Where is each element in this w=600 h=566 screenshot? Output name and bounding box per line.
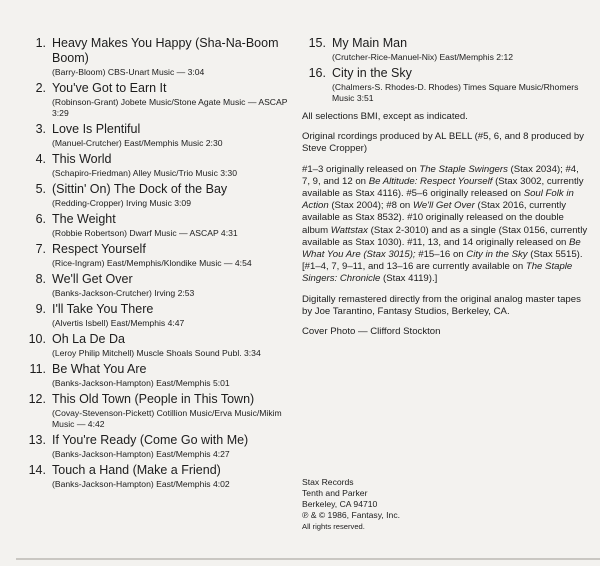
- track-title: I'll Take You There: [52, 302, 154, 316]
- track-item: [302, 36, 588, 63]
- track-body: [52, 81, 290, 119]
- track-body: [52, 302, 290, 329]
- track-title: My Main Man: [332, 36, 408, 50]
- track-credit: (Robinson-Grant) Jobete Music/Stone Agate Music — ASCAP 3:29: [52, 97, 288, 118]
- track-credit: (Redding-Cropper) Irving Music 3:09: [52, 198, 191, 208]
- track-body: [52, 182, 290, 209]
- track-item: [22, 81, 290, 119]
- track-body: [52, 433, 290, 460]
- release-text: (Stax 2034); #4, 7, 9, and 12 on: [302, 163, 579, 187]
- track-title: If You're Ready (Come Go with Me): [52, 433, 249, 447]
- producer-note: Original rcordings produced by AL BELL (#5, 6, and 8 produced by Steve Cropper): [302, 131, 584, 155]
- track-item: [22, 36, 290, 78]
- track-title: Oh La De Da: [52, 332, 125, 346]
- track-credit: (Barry-Bloom) CBS-Unart Music — 3:04: [52, 67, 205, 77]
- track-title: (Sittin' On) The Dock of the Bay: [52, 182, 228, 196]
- track-item: [22, 272, 290, 299]
- track-credit: (Crutcher-Rice-Manuel-Nix) East/Memphis 2:12: [332, 52, 513, 62]
- track-number: 10.: [28, 332, 46, 346]
- remaster-note: Digitally remastered directly from the original analog master tapes by Joe Tarantino, Fantasy Studios, Berkeley, CA.: [302, 293, 581, 317]
- track-item: [22, 212, 290, 239]
- track-title: You've Got to Earn It: [52, 81, 167, 95]
- copyright: ℗ & © 1986, Fantasy, Inc.: [302, 510, 401, 520]
- release-text: (Stax 5515). [#1–4, 7, 9–11, and 13–16 are currently available on: [302, 249, 583, 273]
- track-item: [22, 332, 290, 359]
- track-list-right: [302, 36, 588, 104]
- track-item: [22, 152, 290, 179]
- track-item: [22, 242, 290, 269]
- track-title: Respect Yourself: [52, 242, 146, 256]
- release-text: #1–3 originally released on: [302, 163, 420, 175]
- track-number: 4.: [35, 152, 46, 166]
- track-title: Heavy Makes You Happy (Sha-Na-Boom Boom): [52, 36, 279, 65]
- track-title: City in the Sky: [332, 66, 412, 80]
- track-body: [332, 36, 588, 63]
- track-title: We'll Get Over: [52, 272, 133, 286]
- track-title: This Old Town (People in This Town): [52, 392, 255, 406]
- track-item: [22, 463, 290, 490]
- track-number: 1.: [35, 36, 46, 50]
- release-text: (Stax 2016, currently available as Stax 8532). #10 originally released on the double album: [302, 200, 567, 236]
- album-title: Soul Folk in Action: [302, 188, 574, 212]
- cover-photo-credit: Cover Photo — Clifford Stockton: [302, 326, 441, 338]
- track-number: 8.: [35, 272, 46, 286]
- track-credit: (Rice-Ingram) East/Memphis/Klondike Music — 4:54: [52, 258, 252, 268]
- track-title: Touch a Hand (Make a Friend): [52, 463, 221, 477]
- album-title: The Staple Singers: Chronicle: [302, 261, 573, 285]
- track-item: [22, 302, 290, 329]
- track-number: 3.: [35, 122, 46, 136]
- track-item: [22, 362, 290, 389]
- track-item: [302, 66, 588, 104]
- track-body: [332, 66, 588, 104]
- track-number: 2.: [35, 81, 46, 95]
- track-number: 11.: [29, 362, 46, 376]
- track-number: 7.: [35, 242, 46, 256]
- track-body: [52, 332, 290, 359]
- track-body: [52, 122, 290, 149]
- track-number: 13.: [28, 433, 46, 447]
- track-body: [52, 392, 290, 430]
- track-body: [52, 152, 290, 179]
- track-number: 9.: [35, 302, 46, 316]
- track-number: 14.: [28, 463, 46, 477]
- release-text: (Stax 2004); #8 on: [328, 200, 413, 212]
- track-title: Love Is Plentiful: [52, 122, 141, 136]
- track-item: [22, 182, 290, 209]
- track-body: [52, 272, 290, 299]
- rights-reserved: All rights reserved.: [302, 522, 365, 531]
- release-note: [302, 164, 588, 286]
- track-body: [52, 463, 290, 490]
- label-address: [302, 477, 502, 532]
- track-item: [22, 122, 290, 149]
- track-number: 15.: [308, 36, 326, 50]
- track-body: [52, 242, 290, 269]
- track-item: [22, 433, 290, 460]
- right-column: [302, 36, 588, 346]
- release-text: (Stax 4119).]: [380, 273, 438, 285]
- album-title: Be What You Are (Stax 3015);: [302, 236, 581, 261]
- album-title: City in the Sky: [466, 249, 528, 261]
- track-item: [22, 392, 290, 430]
- track-credit: (Banks-Jackson-Hampton) East/Memphis 5:01: [52, 378, 230, 388]
- track-number: 6.: [35, 212, 46, 226]
- track-credit: (Manuel-Crutcher) East/Memphis Music 2:30: [52, 138, 223, 148]
- track-number: 5.: [35, 182, 46, 196]
- track-body: [52, 36, 290, 78]
- track-credit: (Leroy Philip Mitchell) Muscle Shoals Sound Publ. 3:34: [52, 348, 261, 358]
- track-title: Be What You Are: [52, 362, 147, 376]
- track-credit: (Schapiro-Friedman) Alley Music/Trio Music 3:30: [52, 168, 237, 178]
- track-title: The Weight: [52, 212, 116, 226]
- bottom-divider: [16, 558, 600, 560]
- track-body: [52, 212, 290, 239]
- release-text: (Stax 2-3010) and as a single (Stax 0156, currently available as Stax 1030). #11, 13, and 14 originally released on: [302, 224, 588, 248]
- track-credit: (Covay-Stevenson-Pickett) Cotillion Music/Erva Music/Mikim Music — 4:42: [52, 408, 282, 429]
- release-text: (Stax 3002, currently available as Stax 4116). #5–6 originally released on: [302, 175, 584, 200]
- track-title: This World: [52, 152, 112, 166]
- city: Berkeley, CA 94710: [302, 499, 378, 509]
- track-list-left: [22, 36, 290, 493]
- track-number: 12.: [28, 392, 46, 406]
- track-credit: (Chalmers-S. Rhodes-D. Rhodes) Times Square Music/Rhomers Music 3:51: [332, 82, 579, 103]
- track-credit: (Banks-Jackson-Hampton) East/Memphis 4:02: [52, 479, 230, 489]
- street: Tenth and Parker: [302, 488, 368, 498]
- bmi-note: All selections BMI, except as indicated.: [302, 111, 468, 122]
- album-title: Wattstax: [330, 224, 368, 236]
- label-name: Stax Records: [302, 477, 354, 487]
- album-title: We'll Get Over: [412, 200, 475, 212]
- track-credit: (Banks-Jackson-Hampton) East/Memphis 4:27: [52, 449, 230, 459]
- track-body: [52, 362, 290, 389]
- release-text: #15–16 on: [415, 249, 467, 261]
- track-credit: (Banks-Jackson-Crutcher) Irving 2:53: [52, 288, 195, 298]
- track-number: 16.: [308, 66, 326, 80]
- album-title: Be Altitude: Respect Yourself: [368, 175, 493, 187]
- track-credit: (Robbie Robertson) Dwarf Music — ASCAP 4:31: [52, 228, 238, 238]
- album-title: The Staple Swingers: [419, 163, 508, 175]
- track-credit: (Alvertis Isbell) East/Memphis 4:47: [52, 318, 185, 328]
